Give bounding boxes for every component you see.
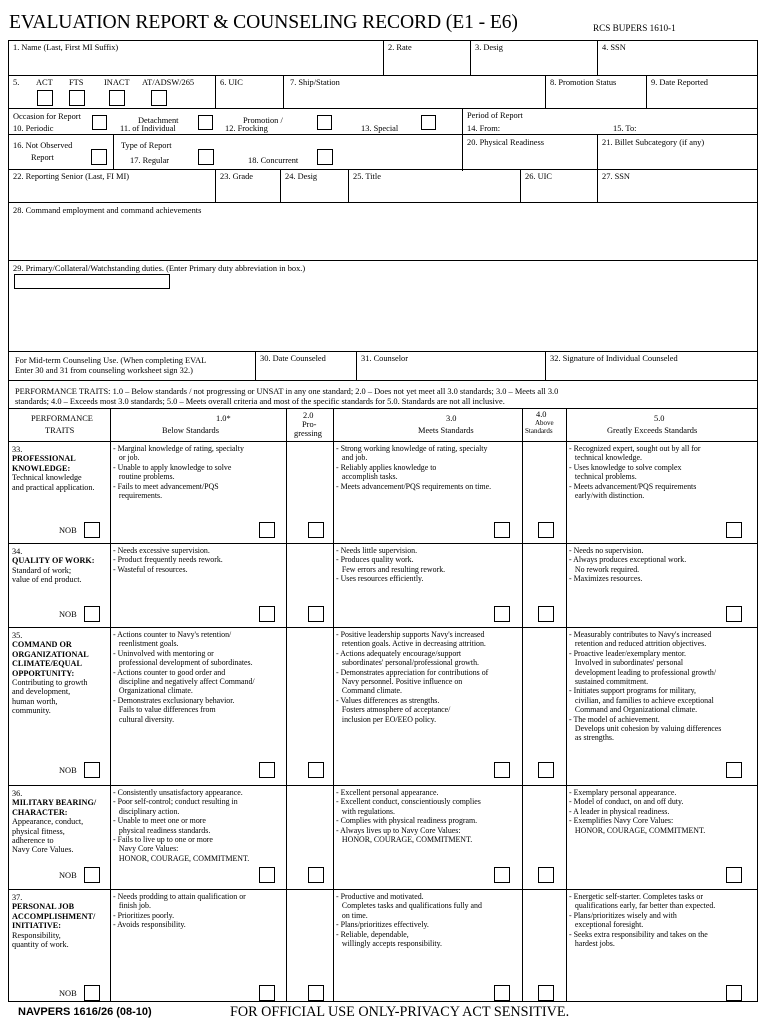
trait-title-block — [12, 445, 110, 492]
standard-item: - Always lives up to Navy Core Values: — [336, 825, 461, 835]
standard-item: - Actions counter to Navy's retention/ — [113, 630, 232, 639]
ship-station-field[interactable]: 7. Ship/Station — [290, 78, 340, 87]
standard-item: - Always produces exceptional work. — [569, 555, 687, 565]
fts-checkbox[interactable] — [69, 90, 85, 106]
command-employment-field[interactable]: 28. Command employment and command achievements — [13, 206, 202, 215]
trait-description: quantity of work. — [12, 940, 69, 950]
standard-item: - Needs prodding to attain qualification or — [113, 892, 246, 901]
grade-progressing-checkbox[interactable] — [308, 606, 324, 622]
trait-description: Standard of work; — [12, 565, 72, 575]
grade-above-checkbox[interactable] — [538, 867, 554, 883]
trait-title: PROFESSIONAL — [12, 454, 76, 464]
signature-field[interactable]: 32. Signature of Individual Counseled — [550, 354, 678, 363]
standard-item: inclusion per EO/EEO policy. — [336, 714, 437, 724]
standard-item: - Prioritizes poorly. — [113, 910, 175, 920]
standard-item: - Uses resources efficiently. — [336, 574, 424, 584]
standard-item: - Unable to meet one or more — [113, 816, 206, 826]
standard-item: technical knowledge. — [569, 453, 642, 463]
grade-meets-checkbox[interactable] — [494, 522, 510, 538]
trait-description: value of end product. — [12, 575, 82, 585]
standard-item: reenlistment goals. — [113, 639, 179, 649]
standard-item: - Demonstrates appreciation for contributions of — [336, 667, 489, 677]
standard-item: - Actions counter to good order and — [113, 667, 226, 677]
promotion-label-b: 12. Frocking — [225, 124, 268, 133]
trait-title: OPPORTUNITY: — [12, 668, 75, 678]
traits-legend-line-1: PERFORMANCE TRAITS: 1.0 – Below standards / not progressing or UNSAT in any one standard; 2.0 – Does not yet meet all 3.0 standards; 3.0 – Meets all 3.0 — [15, 387, 559, 396]
standard-item: on time. — [336, 910, 368, 920]
standard-item: routine problems. — [113, 472, 175, 482]
period-heading: Period of Report — [467, 111, 523, 120]
column-header-5-label: Greatly Exceeds Standards — [607, 426, 698, 435]
standard-item: discipline and negatively affect Command/ — [113, 677, 255, 687]
standard-item: - Demonstrates exclusionary behavior. — [113, 695, 235, 705]
standard-item: - A leader in physical readiness. — [569, 806, 670, 816]
trait-title: KNOWLEDGE: — [12, 463, 71, 473]
standard-item: - Seeks extra responsibility and takes on the — [569, 929, 708, 939]
standard-item: Organizational climate. — [113, 686, 193, 696]
grade-above-checkbox[interactable] — [538, 522, 554, 538]
standard-item: as strengths. — [569, 733, 614, 743]
standard-item: requirements. — [113, 491, 163, 501]
standards-meets-list — [336, 892, 482, 948]
traits-legend-line-2: standards; 4.0 – Exceeds most 3.0 standards; 5.0 – Meets overall criteria and most of the specific standards for 5.0. Standards are not all inclusive. — [15, 397, 505, 406]
standard-item: subordinates' personal/professional growth. — [336, 658, 479, 668]
trait-title: PERSONAL JOB — [12, 902, 75, 912]
concurrent-label: 18. Concurrent — [248, 156, 299, 165]
trait-description: and practical application. — [12, 482, 95, 492]
trait-number: 33. — [12, 445, 23, 454]
nob-label: NOB — [59, 871, 77, 880]
column-header-traits-a: PERFORMANCE — [31, 414, 93, 423]
trait-title-block — [12, 547, 110, 585]
standard-item: - Recognized expert, sought out by all for — [569, 444, 701, 453]
standard-item: Command and Organizational climate. — [569, 705, 698, 715]
grade-below-checkbox[interactable] — [259, 606, 275, 622]
column-header-1-num: 1.0* — [216, 414, 231, 423]
standard-item: - Values differences as strengths. — [336, 695, 440, 705]
nob-label: NOB — [59, 610, 77, 619]
date-reported-field[interactable]: 9. Date Reported — [651, 78, 708, 87]
standard-item: - Reliable, dependable, — [336, 929, 409, 939]
standard-item: and job. — [336, 453, 368, 463]
trait-title: ORGANIZATIONAL — [12, 649, 89, 659]
standard-item: hardest jobs. — [569, 939, 615, 949]
grade-above-checkbox[interactable] — [538, 985, 554, 1001]
standard-item: - Fails to live up to one or more — [113, 835, 213, 845]
standards-meets-list — [336, 630, 488, 724]
standard-item: - Unable to apply knowledge to solve — [113, 462, 232, 472]
standard-item: - Reliably applies knowledge to — [336, 462, 437, 472]
grade-greatly-checkbox[interactable] — [726, 762, 742, 778]
standard-item: - Consistently unsatisfactory appearance. — [113, 788, 243, 797]
not-observed-label-b: Report — [31, 153, 54, 162]
standard-item: Develops unit cohesion by valuing differences — [569, 724, 722, 734]
form-title: EVALUATION REPORT & COUNSELING RECORD (E1 - E6) — [9, 12, 518, 33]
standards-below-list — [113, 788, 249, 863]
standard-item: - Plans/prioritizes effectively. — [336, 920, 429, 930]
grade-meets-checkbox[interactable] — [494, 762, 510, 778]
standard-item: cultural diversity. — [113, 714, 175, 724]
type-report-heading: Type of Report — [121, 141, 172, 150]
nob-checkbox[interactable] — [84, 522, 100, 538]
period-from-field[interactable]: 14. From: — [467, 124, 501, 133]
standard-item: - Energetic self-starter. Completes tasks or — [569, 892, 703, 901]
standard-item: Command climate. — [336, 686, 402, 696]
trait-title: CHARACTER: — [12, 807, 68, 817]
reporting-senior-field[interactable]: 22. Reporting Senior (Last, FI MI) — [13, 172, 130, 181]
standard-item: - Exemplary personal appearance. — [569, 788, 677, 797]
standard-item: - Avoids responsibility. — [113, 920, 186, 930]
nob-label: NOB — [59, 526, 77, 535]
nob-label: NOB — [59, 766, 77, 775]
grade-progressing-checkbox[interactable] — [308, 985, 324, 1001]
nob-checkbox[interactable] — [84, 867, 100, 883]
standard-item: - Complies with physical readiness program. — [336, 816, 478, 826]
standard-item: - Fails to meet advancement/PQS — [113, 481, 219, 491]
occasion-heading: Occasion for Report — [13, 112, 81, 121]
billet-subcategory-field[interactable]: 21. Billet Subcategory (if any) — [602, 138, 705, 147]
standard-item: retention goals. Active in decreasing attrition. — [336, 639, 486, 649]
standards-below-list — [113, 630, 255, 724]
period-to-field[interactable]: 15. To: — [613, 124, 637, 133]
form-reference: RCS BUPERS 1610-1 — [593, 23, 676, 33]
standard-item: willingly accepts responsibility. — [336, 939, 442, 949]
periodic-label: 10. Periodic — [13, 124, 54, 133]
standard-item: exceptional foresight. — [569, 920, 644, 930]
trait-description: Responsibility, — [12, 930, 61, 940]
grade-meets-checkbox[interactable] — [494, 867, 510, 883]
standard-item: HONOR, COURAGE, COMMITMENT. — [113, 853, 250, 863]
standards-meets-list — [336, 546, 445, 584]
standard-item: Involved in subordinates' personal — [569, 658, 684, 668]
grade-progressing-checkbox[interactable] — [308, 522, 324, 538]
standards-greatly-list — [569, 630, 721, 743]
grade-progressing-checkbox[interactable] — [308, 762, 324, 778]
standard-item: Fosters atmosphere of acceptance/ — [336, 705, 451, 715]
standards-greatly-list — [569, 444, 700, 500]
column-header-2-a: Pro- — [302, 420, 317, 429]
trait-description: Appearance, conduct, — [12, 817, 84, 827]
not-observed-checkbox[interactable] — [91, 149, 107, 165]
trait-description: and development, — [12, 687, 71, 697]
fts-label: FTS — [69, 78, 84, 87]
standard-item: qualifications early, far better than expected. — [569, 901, 716, 911]
standard-item: - Produces quality work. — [336, 555, 414, 565]
standard-item: or job. — [113, 453, 140, 463]
standard-item: with regulations. — [336, 806, 395, 816]
senior-ssn-field[interactable]: 27. SSN — [602, 172, 630, 181]
senior-desig-field[interactable]: 24. Desig — [285, 172, 318, 181]
grade-below-checkbox[interactable] — [259, 985, 275, 1001]
grade-greatly-checkbox[interactable] — [726, 867, 742, 883]
midterm-counseling-label-a: For Mid-term Counseling Use. (When completing EVAL — [15, 356, 207, 365]
trait-number: 34. — [12, 547, 23, 556]
standard-item: - Meets advancement/PQS requirements on time. — [336, 481, 492, 491]
standard-item: development leading to professional growth/ — [569, 667, 717, 677]
column-header-3-num: 3.0 — [446, 414, 457, 423]
standard-item: - Initiates support programs for military, — [569, 686, 697, 696]
standard-item: - Excellent personal appearance. — [336, 788, 439, 797]
column-header-2-num: 2.0 — [303, 411, 314, 420]
periodic-checkbox[interactable] — [92, 115, 107, 130]
physical-readiness-field[interactable]: 20. Physical Readiness — [467, 138, 544, 147]
standard-item: technical problems. — [569, 472, 637, 482]
trait-number: 37. — [12, 893, 23, 902]
uic-field[interactable]: 6. UIC — [220, 78, 243, 87]
standard-item: - Maximizes resources. — [569, 574, 643, 584]
standard-item: - Uninvolved with mentoring or — [113, 648, 214, 658]
standard-item: retention and reduced attrition objectives. — [569, 639, 707, 649]
standard-item: Navy Core Values: — [113, 844, 179, 854]
standard-item: Navy personnel. Positive influence on — [336, 677, 463, 687]
ssn-field[interactable]: 4. SSN — [602, 43, 626, 52]
column-header-5-num: 5.0 — [654, 414, 665, 423]
standard-item: - Needs no supervision. — [569, 546, 644, 555]
column-header-1-label: Below Standards — [162, 426, 219, 435]
counselor-field[interactable]: 31. Counselor — [361, 354, 408, 363]
act-checkbox[interactable] — [37, 90, 53, 106]
grade-below-checkbox[interactable] — [259, 867, 275, 883]
trait-title-block — [12, 893, 110, 949]
standard-item: - Product frequently needs rework. — [113, 555, 223, 565]
standard-item: - Plans/prioritizes wisely and with — [569, 910, 677, 920]
trait-title-block — [12, 631, 110, 716]
atadsw-label: AT/ADSW/265 — [142, 78, 195, 87]
name-field[interactable]: 1. Name (Last, First MI Suffix) — [13, 43, 119, 52]
grade-above-checkbox[interactable] — [538, 606, 554, 622]
standard-item: - Measurably contributes to Navy's increased — [569, 630, 712, 639]
standard-item: - Needs little supervision. — [336, 546, 418, 555]
primary-duty-abbreviation-box[interactable] — [14, 274, 170, 289]
atadsw-checkbox[interactable] — [151, 90, 167, 106]
standards-below-list — [113, 444, 244, 500]
grade-progressing-checkbox[interactable] — [308, 867, 324, 883]
standard-item: - Positive leadership supports Navy's increased — [336, 630, 485, 639]
regular-label: 17. Regular — [130, 156, 170, 165]
grade-below-checkbox[interactable] — [259, 762, 275, 778]
grade-meets-checkbox[interactable] — [494, 606, 510, 622]
standard-item: - Productive and motivated. — [336, 892, 424, 901]
senior-title-field[interactable]: 25. Title — [353, 172, 381, 181]
standard-item: Completes tasks and qualifications fully and — [336, 901, 482, 911]
regular-checkbox[interactable] — [198, 149, 214, 165]
trait-title: MILITARY BEARING/ — [12, 798, 97, 808]
standards-meets-list — [336, 444, 491, 491]
standards-meets-list — [336, 788, 481, 844]
trait-title: ACCOMPLISHMENT/ — [12, 911, 96, 921]
detachment-label-b: 11. of Individual — [120, 124, 176, 133]
detachment-checkbox[interactable] — [198, 115, 213, 130]
standards-greatly-list — [569, 788, 705, 835]
primary-duties-field[interactable]: 29. Primary/Collateral/Watchstanding duties. (Enter Primary duty abbreviation in box.) — [13, 264, 306, 273]
standard-item: - Model of conduct, on and off duty. — [569, 797, 684, 807]
standard-item: Fails to value differences from — [113, 705, 216, 715]
standard-item: sustained commitment. — [569, 677, 649, 687]
standard-item: - Proactive leader/exemplary mentor. — [569, 648, 686, 658]
frocking-checkbox[interactable] — [317, 115, 332, 130]
nob-checkbox[interactable] — [84, 606, 100, 622]
grade-below-checkbox[interactable] — [259, 522, 275, 538]
standard-item: - Actions adequately encourage/support — [336, 648, 462, 658]
trait-description: Contributing to growth — [12, 678, 88, 688]
column-header-3-label: Meets Standards — [418, 426, 474, 435]
trait-title: COMMAND OR — [12, 640, 72, 650]
standard-item: physical readiness standards. — [113, 825, 211, 835]
senior-uic-field[interactable]: 26. UIC — [525, 172, 552, 181]
trait-description: physical fitness, — [12, 826, 65, 836]
standard-item: accomplish tasks. — [336, 472, 398, 482]
nob-checkbox[interactable] — [84, 762, 100, 778]
act-label: ACT — [36, 78, 53, 87]
trait-number: 35. — [12, 631, 23, 640]
standard-item: - Uses knowledge to solve complex — [569, 462, 682, 472]
form-id: NAVPERS 1616/26 (08-10) — [18, 1006, 152, 1018]
special-checkbox[interactable] — [421, 115, 436, 130]
grade-greatly-checkbox[interactable] — [726, 606, 742, 622]
promotion-status-field[interactable]: 8. Promotion Status — [550, 78, 617, 87]
trait-number: 36. — [12, 789, 23, 798]
concurrent-checkbox[interactable] — [317, 149, 333, 165]
standard-item: - Exemplifies Navy Core Values: — [569, 816, 674, 826]
column-header-traits-b: TRAITS — [45, 426, 75, 435]
standard-item: finish job. — [113, 901, 151, 911]
desig-field[interactable]: 3. Desig — [475, 43, 503, 52]
nob-label: NOB — [59, 989, 77, 998]
trait-title: QUALITY OF WORK: — [12, 556, 95, 566]
standard-item: professional development of subordinates. — [113, 658, 253, 668]
special-label: 13. Special — [361, 124, 399, 133]
grade-meets-checkbox[interactable] — [494, 985, 510, 1001]
column-header-4-a: Above — [535, 419, 554, 427]
trait-title-block — [12, 789, 110, 855]
standards-below-list — [113, 892, 246, 930]
trait-title: CLIMATE/EQUAL — [12, 659, 82, 669]
column-header-2-b: gressing — [294, 429, 322, 438]
midterm-counseling-label-b: Enter 30 and 31 from counseling worksheet sign 32.) — [15, 366, 193, 375]
grade-above-checkbox[interactable] — [538, 762, 554, 778]
not-observed-label-a: 16. Not Observed — [13, 141, 73, 150]
standard-item: - Strong working knowledge of rating, specialty — [336, 444, 488, 453]
standard-item: civilian, and families to achieve exceptional — [569, 695, 714, 705]
standard-item: disciplinary action. — [113, 806, 180, 816]
trait-description: adherence to — [12, 836, 54, 846]
standard-item: HONOR, COURAGE, COMMITMENT. — [569, 825, 706, 835]
standard-item: - Meets advancement/PQS requirements — [569, 481, 697, 491]
privacy-notice: FOR OFFICIAL USE ONLY-PRIVACY ACT SENSITIVE. — [230, 1004, 570, 1020]
rate-field[interactable]: 2. Rate — [388, 43, 412, 52]
column-header-4-b: Standards — [525, 427, 553, 435]
trait-description: Navy Core Values. — [12, 845, 74, 855]
standard-item: early/with distinction. — [569, 491, 645, 501]
column-header-4-num: 4.0 — [536, 410, 547, 419]
standards-below-list — [113, 546, 223, 574]
standard-item: - Poor self-control; conduct resulting in — [113, 797, 238, 807]
trait-description: community. — [12, 706, 51, 716]
detachment-label-a: Detachment — [138, 116, 179, 125]
grade-greatly-checkbox[interactable] — [726, 985, 742, 1001]
status-number: 5. — [13, 78, 20, 87]
standards-greatly-list — [569, 546, 686, 584]
trait-description: Technical knowledge — [12, 473, 82, 483]
standard-item: - Marginal knowledge of rating, specialty — [113, 444, 244, 453]
inact-label: INACT — [104, 78, 130, 87]
standard-item: - Excellent conduct, conscientiously complies — [336, 797, 481, 807]
standard-item: - Wasteful of resources. — [113, 564, 188, 574]
promotion-label-a: Promotion / — [243, 116, 283, 125]
grade-field[interactable]: 23. Grade — [220, 172, 254, 181]
standard-item: Few errors and resulting rework. — [336, 564, 446, 574]
standard-item: No rework required. — [569, 564, 640, 574]
standards-greatly-list — [569, 892, 715, 948]
standard-item: HONOR, COURAGE, COMMITMENT. — [336, 835, 473, 845]
nob-checkbox[interactable] — [84, 985, 100, 1001]
grade-greatly-checkbox[interactable] — [726, 522, 742, 538]
trait-title: INITIATIVE: — [12, 921, 61, 931]
date-counseled-field[interactable]: 30. Date Counseled — [260, 354, 326, 363]
standard-item: - The model of achievement. — [569, 714, 660, 724]
trait-description: human worth, — [12, 696, 58, 706]
inact-checkbox[interactable] — [109, 90, 125, 106]
standard-item: - Needs excessive supervision. — [113, 546, 210, 555]
